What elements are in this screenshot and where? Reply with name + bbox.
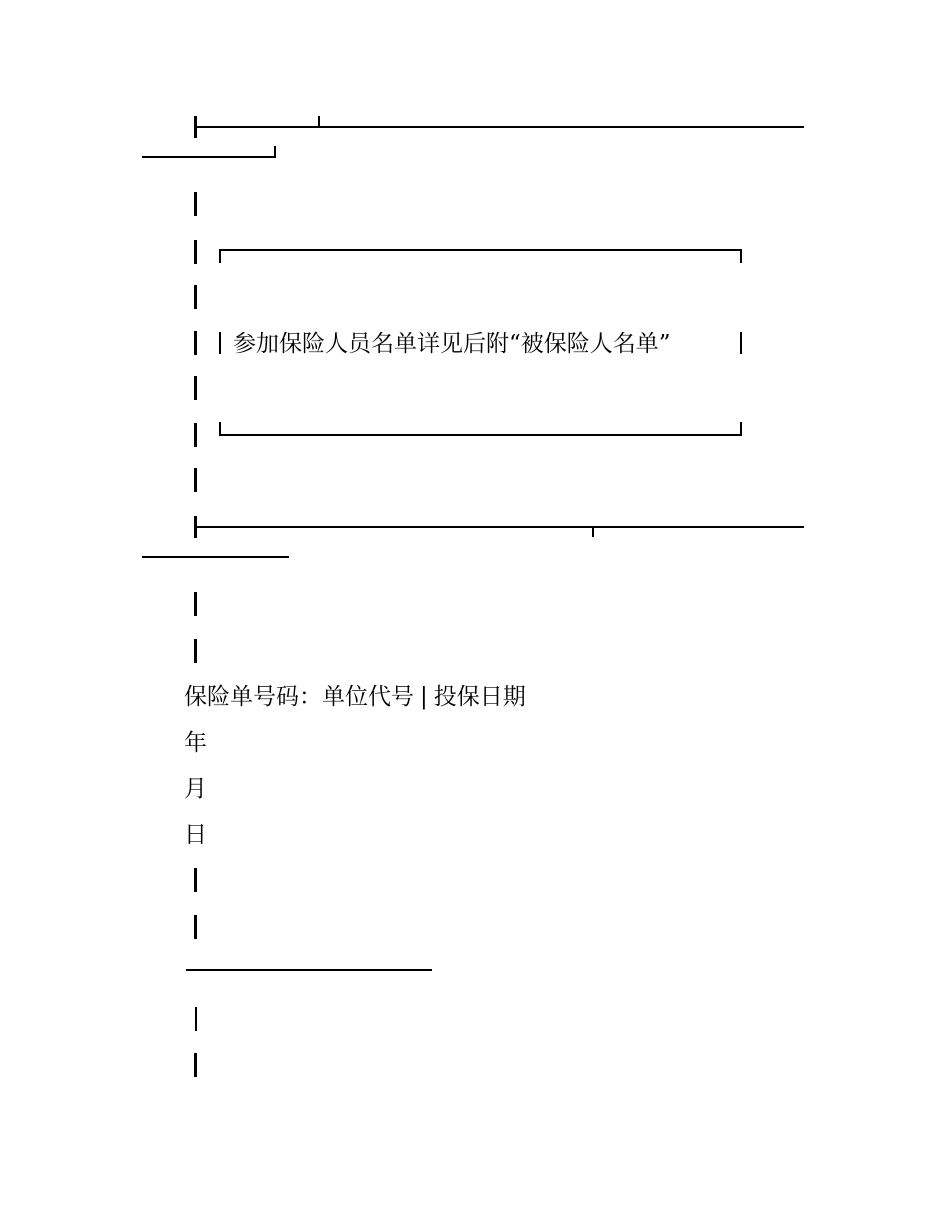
policy-number-line <box>184 683 526 711</box>
insure-date-label: 投保日期 <box>433 684 526 710</box>
unit-code-label: 单位代号 <box>322 684 414 710</box>
day-label: 日 <box>184 822 207 848</box>
policy-number-label: 保险单号码： <box>184 684 322 710</box>
insured-list-notice-text: 参加保险人员名单详见后附“被保险人名单” <box>233 331 671 357</box>
year-label: 年 <box>184 730 207 756</box>
field-separator: | <box>420 684 428 710</box>
month-label: 月 <box>184 776 207 802</box>
